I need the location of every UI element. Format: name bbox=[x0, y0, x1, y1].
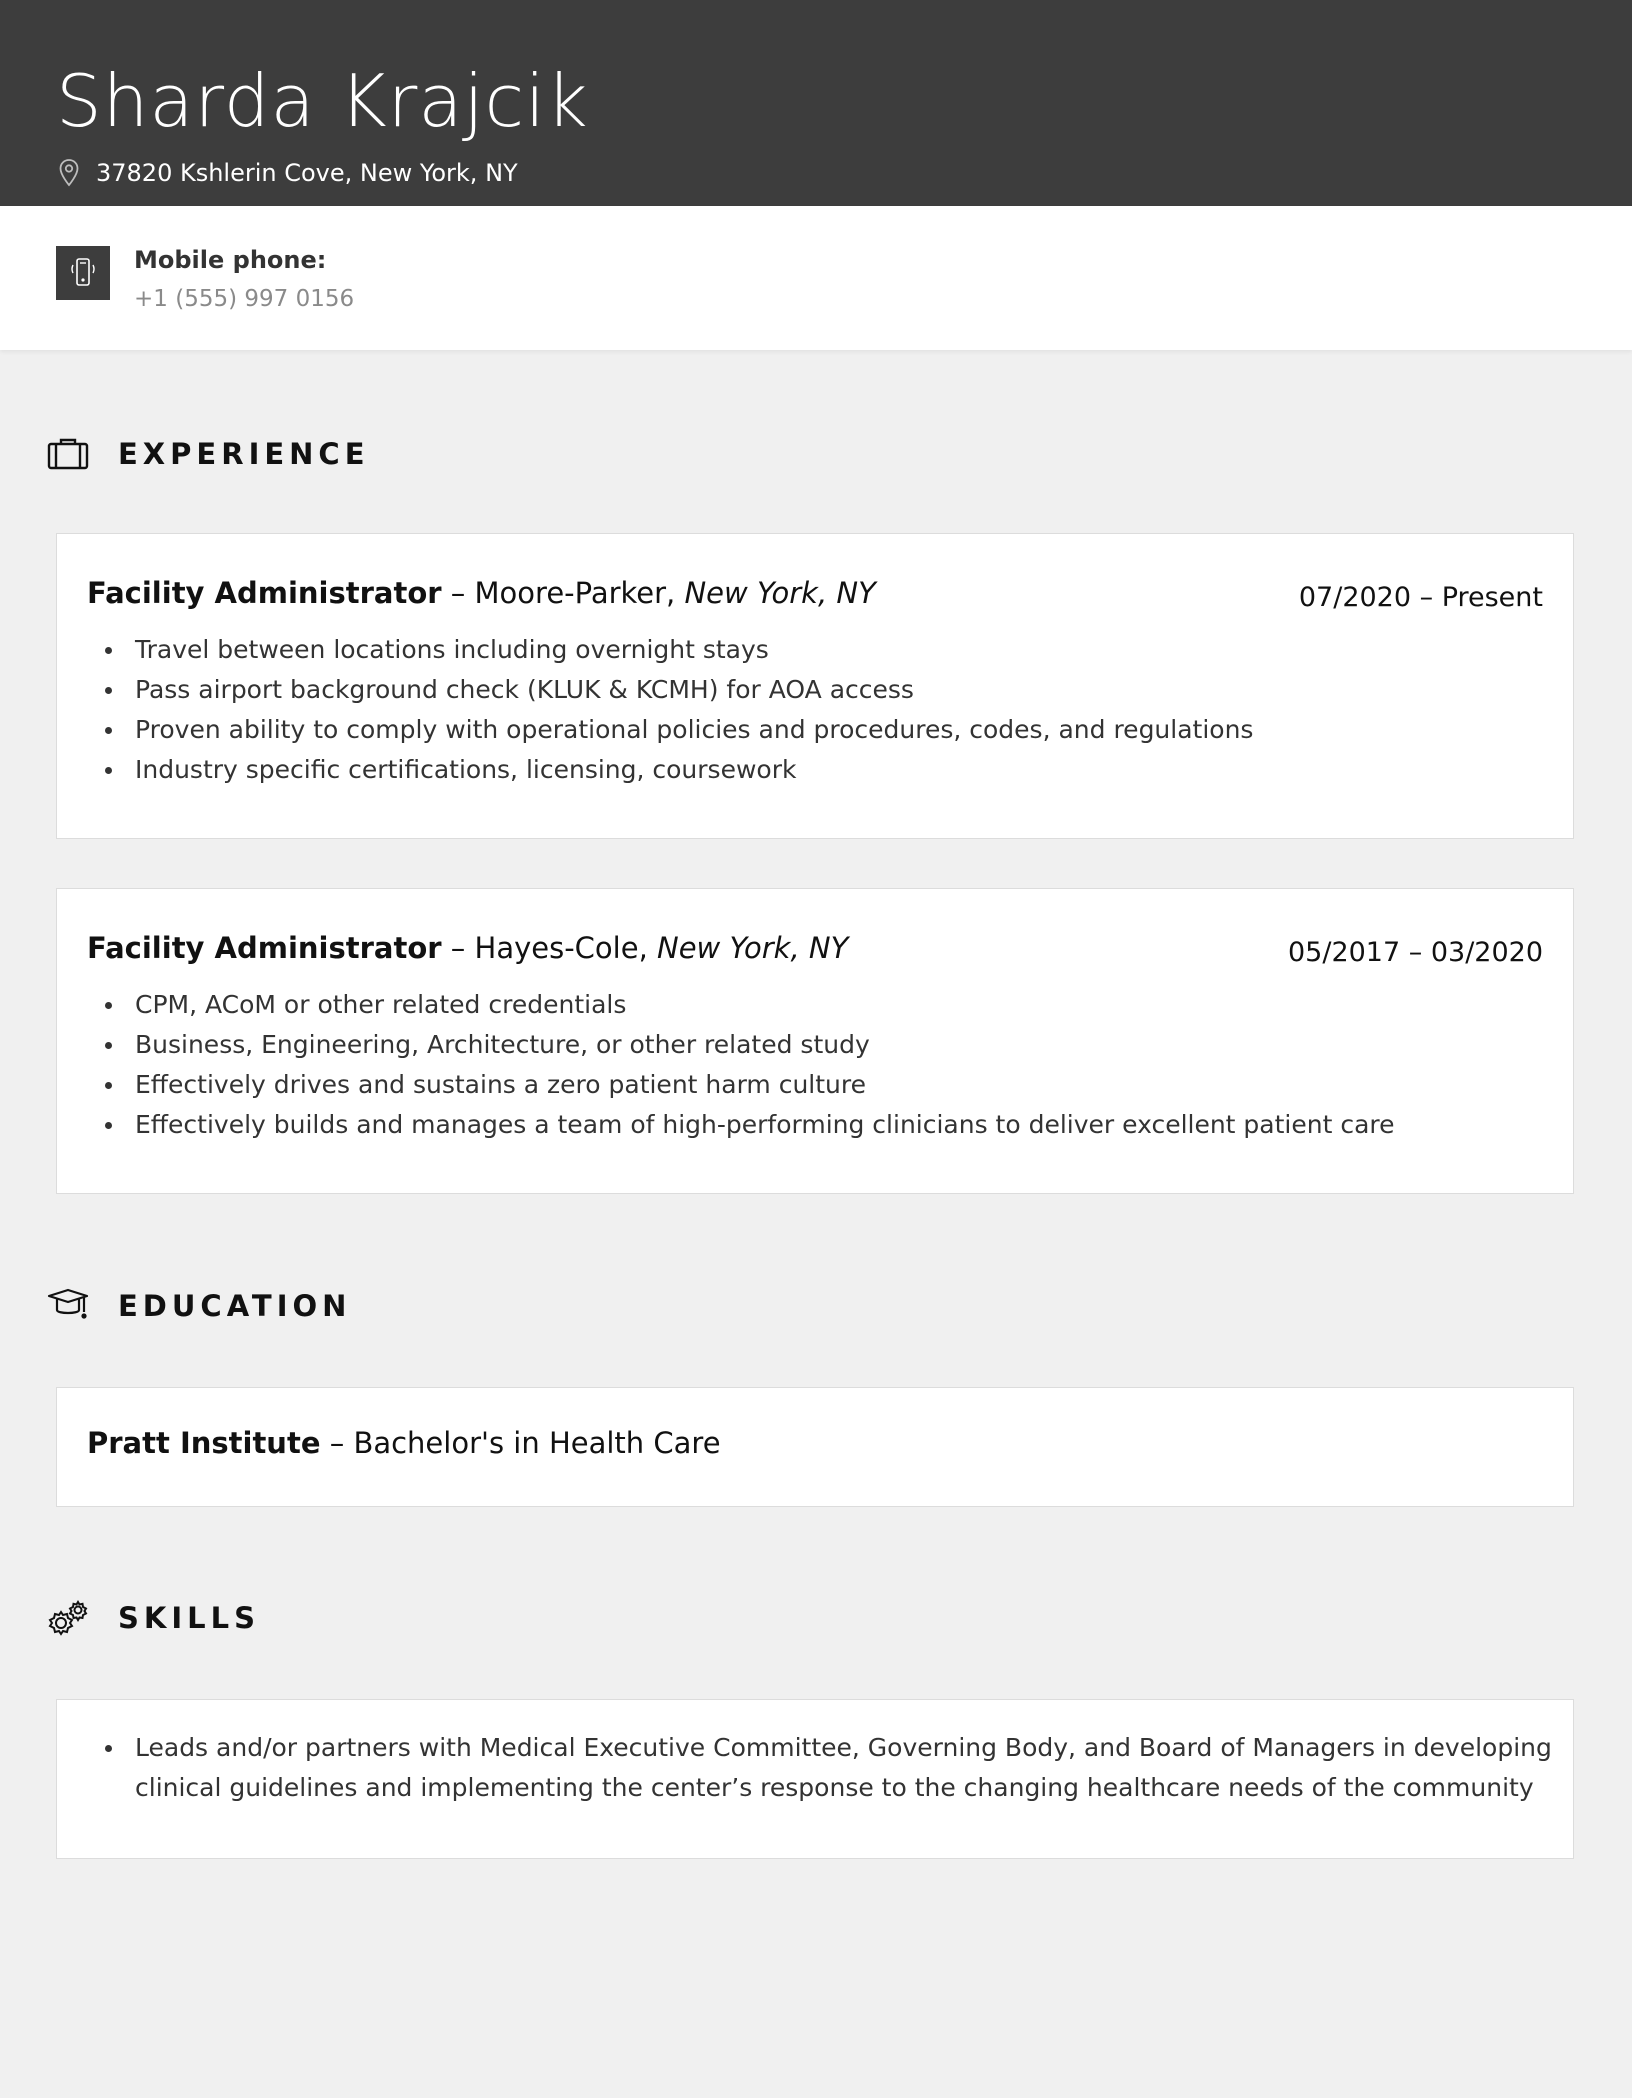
experience-heading bbox=[46, 434, 370, 474]
job-role: Facility Administrator bbox=[87, 576, 442, 610]
job-location: New York, NY bbox=[684, 576, 876, 610]
candidate-name: Sharda Krajcik bbox=[56, 59, 589, 143]
job-separator: – bbox=[441, 931, 475, 965]
job-comma: , bbox=[666, 576, 685, 610]
graduation-cap-icon bbox=[46, 1286, 90, 1326]
mobile-phone-icon bbox=[66, 255, 100, 291]
list-item: Business, Engineering, Architecture, or other related study bbox=[135, 1025, 1395, 1065]
job-dates: 05/2017 – 03/2020 bbox=[1288, 937, 1543, 968]
experience-card bbox=[56, 533, 1574, 839]
experience-card bbox=[56, 888, 1574, 1194]
skills-card bbox=[56, 1699, 1574, 1859]
list-item: CPM, ACoM or other related credentials bbox=[135, 985, 1395, 1025]
contact-bar bbox=[0, 206, 1632, 350]
education-title: EDUCATION bbox=[118, 1289, 352, 1323]
education-entry bbox=[87, 1426, 721, 1460]
resume-header bbox=[0, 0, 1632, 206]
job-separator: – bbox=[441, 576, 475, 610]
skills-heading bbox=[46, 1598, 260, 1638]
education-heading bbox=[46, 1286, 351, 1326]
education-separator: – bbox=[320, 1426, 354, 1460]
phone-label: Mobile phone: bbox=[134, 246, 327, 274]
job-dates: 07/2020 – Present bbox=[1298, 582, 1543, 613]
list-item: Proven ability to comply with operational policies and procedures, codes, and regulations bbox=[135, 710, 1253, 750]
job-header bbox=[87, 576, 876, 610]
job-bullets bbox=[135, 985, 1395, 1145]
job-company: Moore-Parker bbox=[474, 576, 667, 610]
skills-title: SKILLS bbox=[118, 1601, 260, 1635]
experience-title: EXPERIENCE bbox=[118, 437, 370, 471]
job-header bbox=[87, 931, 848, 965]
list-item: Industry specific certifications, licensing, coursework bbox=[135, 750, 1253, 790]
degree-name: Bachelor's in Health Care bbox=[353, 1426, 721, 1460]
job-role: Facility Administrator bbox=[87, 931, 442, 965]
list-item: Effectively drives and sustains a zero patient harm culture bbox=[135, 1065, 1395, 1105]
job-company: Hayes-Cole bbox=[474, 931, 639, 965]
list-item: Pass airport background check (KLUK & KCMH) for AOA access bbox=[135, 670, 1253, 710]
education-card bbox=[56, 1387, 1574, 1507]
job-comma: , bbox=[638, 931, 658, 965]
gears-icon bbox=[46, 1598, 90, 1638]
phone-icon-box bbox=[56, 246, 110, 300]
list-item: Travel between locations including overnight stays bbox=[135, 630, 1253, 670]
list-item: Leads and/or partners with Medical Executive Committee, Governing Body, and Board of Managers in developing clinical guidelines and implementing the center’s response to the changing healthcare needs of the community bbox=[135, 1728, 1555, 1808]
phone-number[interactable]: +1 (555) 997 0156 bbox=[134, 286, 355, 312]
address-text: 37820 Kshlerin Cove, New York, NY bbox=[96, 159, 518, 187]
school-name: Pratt Institute bbox=[87, 1426, 321, 1460]
skills-list bbox=[135, 1728, 1555, 1808]
list-item: Effectively builds and manages a team of high-performing clinicians to deliver excellent patient care bbox=[135, 1105, 1395, 1145]
address-line bbox=[58, 158, 518, 188]
job-bullets bbox=[135, 630, 1253, 790]
location-pin-icon bbox=[58, 158, 80, 188]
job-location: New York, NY bbox=[657, 931, 849, 965]
briefcase-icon bbox=[46, 434, 90, 474]
